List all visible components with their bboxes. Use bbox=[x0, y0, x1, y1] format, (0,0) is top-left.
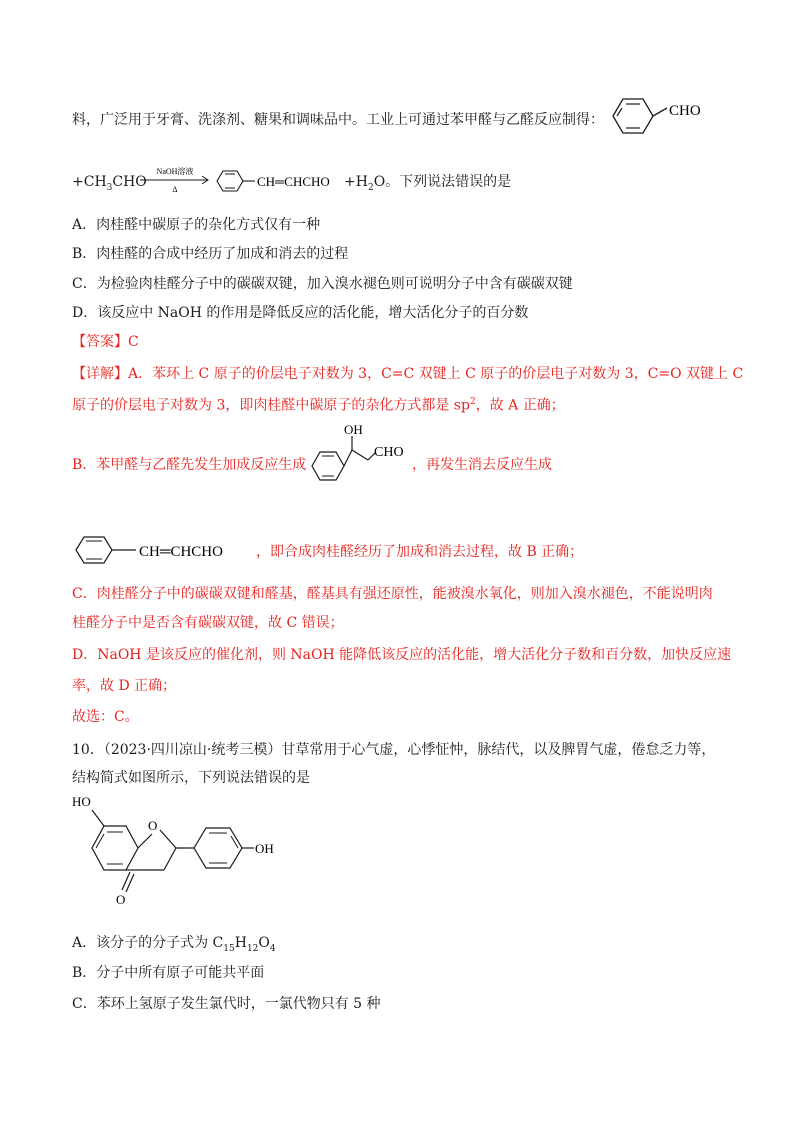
reaction-suffix: $+H_2O$。下列说法错误的是 bbox=[344, 174, 512, 193]
intro-line: 料，广泛用于牙膏、洗涤剂、糖果和调味品中。工业上可通过苯甲醛与乙醛反应制得： bbox=[72, 112, 604, 128]
svg-text:HO: HO bbox=[72, 794, 91, 809]
answer: 【答案】C bbox=[72, 334, 139, 350]
intermediate-structure bbox=[306, 418, 416, 490]
detail-d-line2: 率，故 D 正确； bbox=[72, 678, 177, 694]
cinnamaldehyde-structure-2 bbox=[72, 532, 258, 568]
q10-option-c: C．苯环上氢原子发生氯代时，一氯代物只有 5 种 bbox=[72, 996, 381, 1012]
arrow-condition-bottom: Δ bbox=[172, 185, 178, 194]
detail-c-line1: C．肉桂醛分子中的碳碳双键和醛基，醛基具有强还原性，能被溴水氧化，则加入溴水褪色，不能说明肉 bbox=[72, 586, 713, 602]
cinnamaldehyde-structure bbox=[213, 166, 343, 196]
svg-text:O: O bbox=[148, 818, 158, 833]
detail-d-line1: D．NaOH 是该反应的催化剂，则 NaOH 能降低该反应的活化能，增大活化分子数和百分数，加快反应速 bbox=[72, 647, 732, 663]
reaction-line: $+CH_3CHO$ bbox=[72, 174, 147, 193]
liquiritigenin-structure bbox=[72, 790, 282, 915]
q9-option-c: C．为检验肉桂醛分子中的碳碳双键，加入溴水褪色则可说明分子中含有碳碳双键 bbox=[72, 276, 573, 292]
q10-stem-line1: 10．（2023·四川凉山·统考三模）甘草常用于心气虚，心悸怔忡，脉结代，以及脾胃气虚，倦怠乏力等， bbox=[72, 742, 716, 758]
benzaldehyde-structure bbox=[603, 92, 713, 140]
q9-option-b: B．肉桂醛的合成中经历了加成和消去的过程 bbox=[72, 246, 349, 262]
svg-text:OH: OH bbox=[344, 422, 363, 437]
q10-option-b: B．分子中所有原子可能共平面 bbox=[72, 965, 265, 981]
detail-selection: 故选：C。 bbox=[72, 709, 139, 725]
detail-b-line2: ，即合成肉桂醛经历了加成和消去过程，故 B 正确； bbox=[256, 544, 584, 560]
cho-label: CHO bbox=[669, 103, 701, 119]
detail-c-line2: 桂醛分子中是否含有碳碳双键，故 C 错误； bbox=[72, 615, 344, 631]
detail-a-line2: 原子的价层电子对数为 3，即肉桂醛中碳原子的杂化方式都是 $sp^2$，故 A 正确； bbox=[72, 397, 565, 414]
svg-text:CH═CHCHO: CH═CHCHO bbox=[257, 174, 330, 189]
svg-text:O: O bbox=[116, 892, 126, 907]
arrow-condition-top: NaOH溶液 bbox=[156, 167, 194, 176]
q10-stem-line2: 结构简式如图所示，下列说法错误的是 bbox=[72, 770, 310, 786]
detail-a-line1: 【详解】A．苯环上 C 原子的价层电子对数为 3，C=C 双键上 C 原子的价层电子对数为 3，C=O 双键上 C bbox=[72, 366, 744, 382]
detail-b-line1-end: ，再发生消去反应生成 bbox=[412, 457, 552, 473]
svg-text:OH: OH bbox=[255, 841, 274, 856]
svg-text:CH═CHCHO: CH═CHCHO bbox=[139, 544, 223, 560]
q9-option-a: A．肉桂醛中碳原子的杂化方式仅有一种 bbox=[72, 217, 321, 233]
detail-b-line1: B．苯甲醛与乙醛先发生加成反应生成 bbox=[72, 457, 307, 473]
q9-option-d: D．该反应中 NaOH 的作用是降低反应的活化能，增大活化分子的百分数 bbox=[72, 305, 529, 321]
reaction-arrow bbox=[138, 164, 212, 196]
q10-option-a: A．该分子的分子式为 $C_{15}H_{12}O_4$ bbox=[72, 935, 276, 954]
svg-text:CHO: CHO bbox=[374, 445, 404, 460]
